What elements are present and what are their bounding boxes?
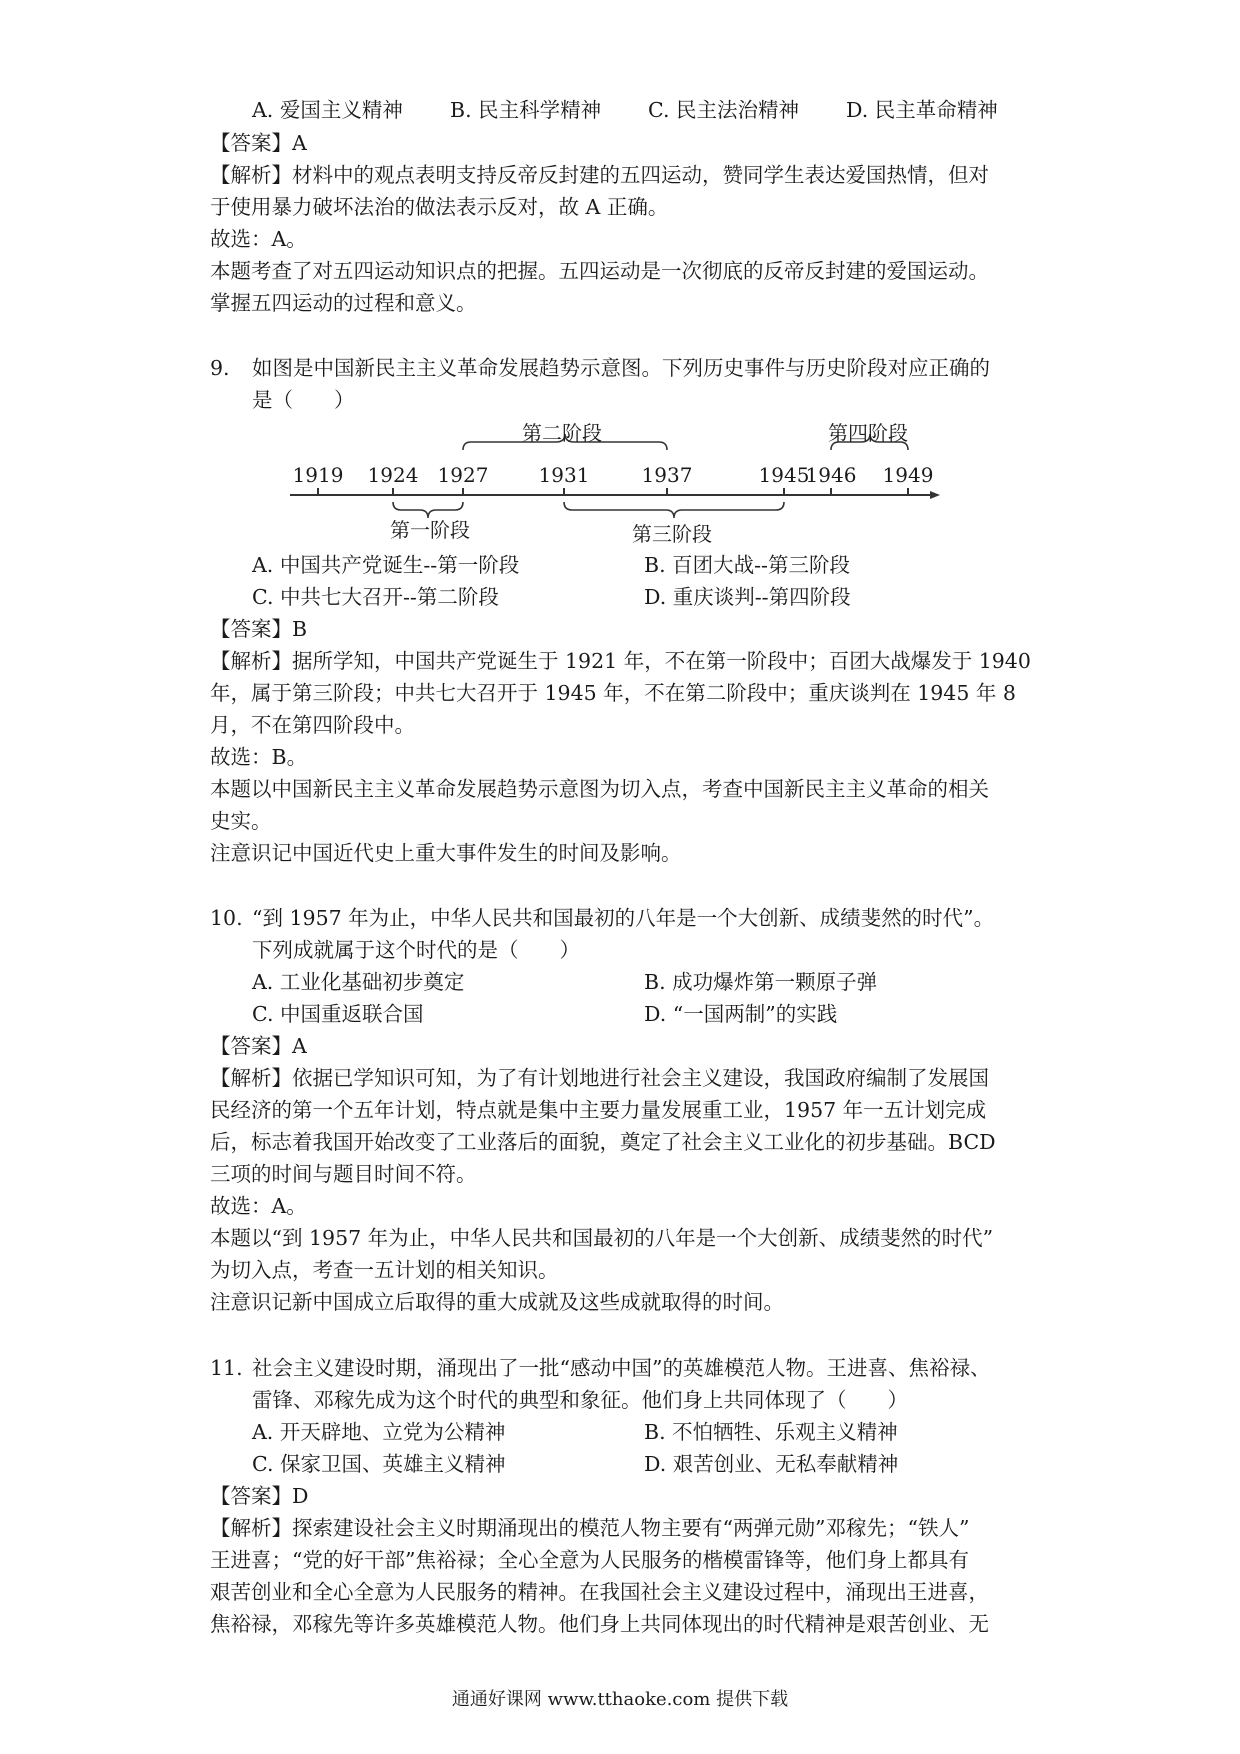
year-label: 1924: [367, 463, 419, 487]
q10-option-a: A. 工业化基础初步奠定: [252, 970, 465, 994]
q10-analysis-line: 三项的时间与题目时间不符。: [210, 1162, 477, 1186]
q9-choice: 故选：B。: [210, 745, 308, 769]
q11-option-c: C. 保家卫国、英雄主义精神: [252, 1452, 506, 1476]
answer-value: A: [292, 1034, 307, 1058]
answer-tag: 【答案】: [210, 1484, 292, 1508]
q11-analysis-line: [210, 1518, 969, 1539]
analysis-text: 探索建设社会主义时期涌现出的模范人物主要有“两弹元勋”邓稼先；“铁人”: [292, 1516, 970, 1540]
year-label: 1927: [437, 463, 489, 487]
q8-choice: 故选：A。: [210, 227, 307, 251]
stage3-label: 第三阶段: [632, 522, 712, 546]
q10-option-c: C. 中国重返联合国: [252, 1002, 424, 1026]
q10-analysis-line: 民经济的第一个五年计划，特点就是集中主要力量发展重工业，1957 年一五计划完成: [210, 1098, 987, 1122]
answer-value: B: [292, 617, 308, 641]
year-label: 1919: [292, 463, 344, 487]
analysis-tag: 【解析】: [210, 1516, 292, 1540]
answer-value: D: [292, 1484, 309, 1508]
year-label: 1945: [758, 463, 810, 487]
q9-note: 注意识记中国近代史上重大事件发生的时间及影响。: [210, 841, 682, 865]
analysis-text: 材料中的观点表明支持反帝反封建的五四运动，赞同学生表达爱国热情，但对: [292, 163, 989, 187]
q10-stem: 下列成就属于这个时代的是（ ）: [252, 938, 580, 962]
q10-answer: [210, 1036, 307, 1057]
analysis-text: 依据已学知识可知，为了有计划地进行社会主义建设，我国政府编制了发展国: [292, 1066, 989, 1090]
q10-note: 注意识记新中国成立后取得的重大成就及这些成就取得的时间。: [210, 1290, 784, 1314]
stage3-brace: [564, 502, 784, 518]
q10-option-b: B. 成功爆炸第一颗原子弹: [644, 970, 878, 994]
year-label: 1931: [538, 463, 590, 487]
q8-option-a: A. 爱国主义精神: [252, 98, 403, 122]
q10-analysis-line: 后，标志着我国开始改变了工业落后的面貌，奠定了社会主义工业化的初步基础。BCD: [210, 1130, 996, 1154]
stage2-label: 第二阶段: [522, 421, 602, 445]
q11-number: 11.: [210, 1356, 243, 1380]
q10-analysis-line: [210, 1068, 989, 1089]
q9-analysis-line: 年，属于第三阶段；中共七大召开于 1945 年，不在第二阶段中；重庆谈判在 1945 年 8: [210, 681, 1016, 705]
year-label: 1946: [805, 463, 857, 487]
q8-option-b: B. 民主科学精神: [450, 98, 602, 122]
q11-stem: 社会主义建设时期，涌现出了一批“感动中国”的英雄模范人物。王进喜、焦裕禄、: [252, 1356, 991, 1380]
q8-analysis-line: [210, 165, 989, 186]
q10-choice: 故选：A。: [210, 1194, 307, 1218]
answer-tag: 【答案】: [210, 1034, 292, 1058]
q8-option-d: D. 民主革命精神: [846, 98, 998, 122]
q10-note: 本题以“到 1957 年为止，中华人民共和国最初的八年是一个大创新、成绩斐然的时代”: [210, 1226, 994, 1250]
q9-option-a: A. 中国共产党诞生--第一阶段: [252, 553, 520, 577]
q9-note: 本题以中国新民主主义革命发展趋势示意图为切入点，考查中国新民主主义革命的相关: [210, 777, 989, 801]
analysis-tag: 【解析】: [210, 649, 292, 673]
q9-option-d: D. 重庆谈判--第四阶段: [644, 585, 851, 609]
q9-stem: 如图是中国新民主主义革命发展趋势示意图。下列历史事件与历史阶段对应正确的: [252, 356, 990, 380]
stage4-label: 第四阶段: [828, 421, 908, 445]
timeline-diagram: [290, 428, 950, 548]
q9-option-c: C. 中共七大召开--第二阶段: [252, 585, 499, 609]
year-label: 1937: [641, 463, 693, 487]
q11-option-b: B. 不怕牺牲、乐观主义精神: [644, 1420, 898, 1444]
q10-option-d: D. “一国两制”的实践: [644, 1002, 838, 1026]
q10-number: 10.: [210, 906, 243, 930]
answer-tag: 【答案】: [210, 131, 292, 155]
analysis-tag: 【解析】: [210, 163, 292, 187]
stage1-brace: [393, 502, 463, 518]
q9-option-b: B. 百团大战--第三阶段: [644, 553, 850, 577]
q8-note: 掌握五四运动的过程和意义。: [210, 291, 477, 315]
q11-analysis-line: 焦裕禄，邓稼先等许多英雄模范人物。他们身上共同体现出的时代精神是艰苦创业、无: [210, 1612, 989, 1636]
q11-answer: [210, 1486, 308, 1507]
q11-stem: 雷锋、邓稼先成为这个时代的典型和象征。他们身上共同体现了（ ）: [252, 1388, 908, 1412]
q9-analysis-line: 月，不在第四阶段中。: [210, 713, 415, 737]
analysis-text: 据所学知，中国共产党诞生于 1921 年，不在第一阶段中；百团大战爆发于 1940: [292, 649, 1031, 673]
q10-note: 为切入点，考查一五计划的相关知识。: [210, 1258, 559, 1282]
timeline-arrow: [930, 491, 940, 499]
answer-tag: 【答案】: [210, 617, 292, 641]
q9-number: 9.: [210, 356, 230, 380]
answer-value: A: [292, 131, 307, 155]
q11-analysis-line: 王进喜；“党的好干部”焦裕禄；全心全意为人民服务的楷模雷锋等，他们身上都具有: [210, 1548, 969, 1572]
q11-analysis-line: 艰苦创业和全心全意为人民服务的精神。在我国社会主义建设过程中，涌现出王进喜，: [210, 1580, 989, 1604]
q10-stem: “到 1957 年为止，中华人民共和国最初的八年是一个大创新、成绩斐然的时代”。: [252, 906, 995, 930]
q8-note: 本题考查了对五四运动知识点的把握。五四运动是一次彻底的反帝反封建的爱国运动。: [210, 259, 989, 283]
q11-option-a: A. 开天辟地、立党为公精神: [252, 1420, 506, 1444]
q11-option-d: D. 艰苦创业、无私奉献精神: [644, 1452, 899, 1476]
q8-analysis-line: 于使用暴力破坏法治的做法表示反对，故 A 正确。: [210, 195, 669, 219]
analysis-tag: 【解析】: [210, 1066, 292, 1090]
year-label: 1949: [882, 463, 934, 487]
q8-answer: [210, 133, 307, 154]
q9-answer: [210, 619, 307, 640]
q9-note: 史实。: [210, 809, 272, 833]
stage1-label: 第一阶段: [390, 518, 470, 542]
q8-option-c: C. 民主法治精神: [648, 98, 799, 122]
page-footer: 通通好课网 www.tthaoke.com 提供下载: [451, 1689, 789, 1710]
q9-stem: 是（ ）: [252, 388, 355, 412]
q9-analysis-line: [210, 651, 1031, 672]
